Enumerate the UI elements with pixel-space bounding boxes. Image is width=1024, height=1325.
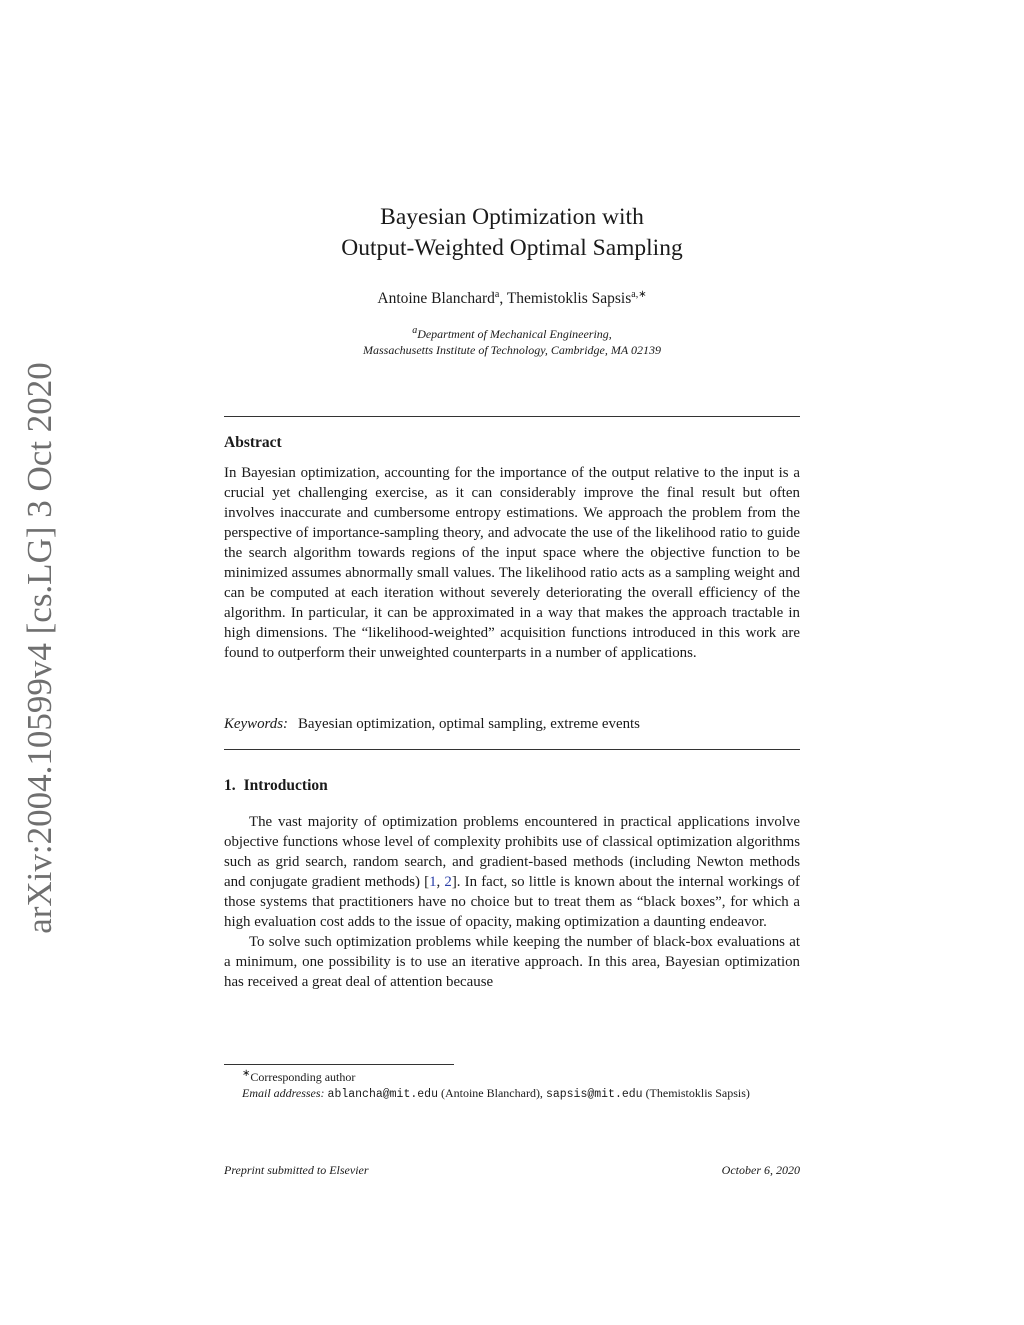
abstract-text: In Bayesian optimization, accounting for the importance of the output relative to the input is a crucial yet challenging exercise, as it can considerably improve the final result but often involves inaccurate and cumbersome entropy estimations. We approach the problem from the perspective of importance-sampling theory, and advocate the use of the likelihood ratio to guide the search algorithm towards regions of the input space where the objective function to be minimized assumes abnormally small values. The likelihood ratio acts as a sampling weight and can be computed at each iteration without severely deteriorating the overall efficiency of the algorithm. In particular, it can be approximated in a way that makes the approach tractable in high dimensions. The “likelihood-weighted” acquisition functions introduced in this work are found to outperform their unweighted counterparts in a number of applications. <box>224 465 800 661</box>
footnote <box>224 1069 800 1103</box>
title-line-1: Bayesian Optimization with <box>380 204 644 230</box>
corresponding-author: Corresponding author <box>250 1070 356 1084</box>
keywords-label: Keywords: <box>224 716 288 732</box>
author-separator: , <box>499 290 507 307</box>
section-number: 1. <box>224 777 236 794</box>
keywords <box>224 714 800 734</box>
paragraph-text: The vast majority of optimization problems encountered in practical applications involve objective functions whose level of complexity prohibits use of classical optimization algorithms such as grid search, random search, and gradient-based methods (including Newton methods and conjugate gradient methods) [ <box>224 814 800 890</box>
email-label: Email addresses: <box>242 1086 325 1100</box>
section-title: Introduction <box>243 777 328 794</box>
email-link[interactable]: ablancha@mit.edu <box>327 1088 438 1101</box>
footer-journal: Preprint submitted to Elsevier <box>224 1163 369 1177</box>
paragraph <box>224 812 800 932</box>
paragraph: To solve such optimization problems while keeping the number of black-box evaluations at a minimum, one possibility is to use an iterative approach. In this area, Bayesian optimization has received a great deal of attention because <box>224 934 800 990</box>
abstract-heading: Abstract <box>224 434 282 451</box>
paragraph-text: ]. In fact, so little is known about the internal workings of those systems that practitioners have no choice but to treat them as “black boxes”, for which a high evaluation cost adds to the issue of opacity, making optimization a daunting endeavor. <box>224 874 800 930</box>
author-affil-marker: a <box>494 288 500 300</box>
section-heading <box>224 777 328 795</box>
arxiv-id: arXiv:2004.10599v4 [cs.LG] 3 Oct 2020 <box>20 361 60 934</box>
affiliation <box>224 326 800 358</box>
citation-link[interactable]: 2 <box>444 874 452 890</box>
author-name: Themistoklis Sapsis <box>506 290 632 307</box>
citation-separator: , <box>436 874 445 890</box>
page-footer <box>224 1163 800 1178</box>
author-name: Antoine Blanchard <box>377 290 495 307</box>
citation-link[interactable]: 1 <box>429 874 437 890</box>
email-link[interactable]: sapsis@mit.edu <box>545 1088 643 1101</box>
title-line-2: Output-Weighted Optimal Sampling <box>341 235 683 261</box>
footnote-marker: ∗ <box>242 1068 251 1079</box>
affiliation-line-1: Department of Mechanical Engineering, <box>417 327 612 341</box>
footer-date: October 6, 2020 <box>721 1163 800 1177</box>
author-list <box>224 290 800 308</box>
arxiv-sidebar-stamp <box>18 361 62 934</box>
email-owner: (Antoine Blanchard), <box>440 1086 543 1100</box>
footnote-rule <box>224 1064 454 1065</box>
paper-title <box>224 202 800 264</box>
affiliation-line-2: Massachusetts Institute of Technology, Cambridge, MA 02139 <box>363 343 661 357</box>
email-owner: (Themistoklis Sapsis) <box>645 1086 750 1100</box>
keywords-text: Bayesian optimization, optimal sampling, extreme events <box>297 716 640 732</box>
author-affil-marker: a,∗ <box>631 288 647 300</box>
abstract-top-rule <box>224 416 800 417</box>
introduction-body <box>224 812 800 992</box>
abstract-bottom-rule <box>224 749 800 750</box>
affiliation-marker: a <box>412 325 418 336</box>
